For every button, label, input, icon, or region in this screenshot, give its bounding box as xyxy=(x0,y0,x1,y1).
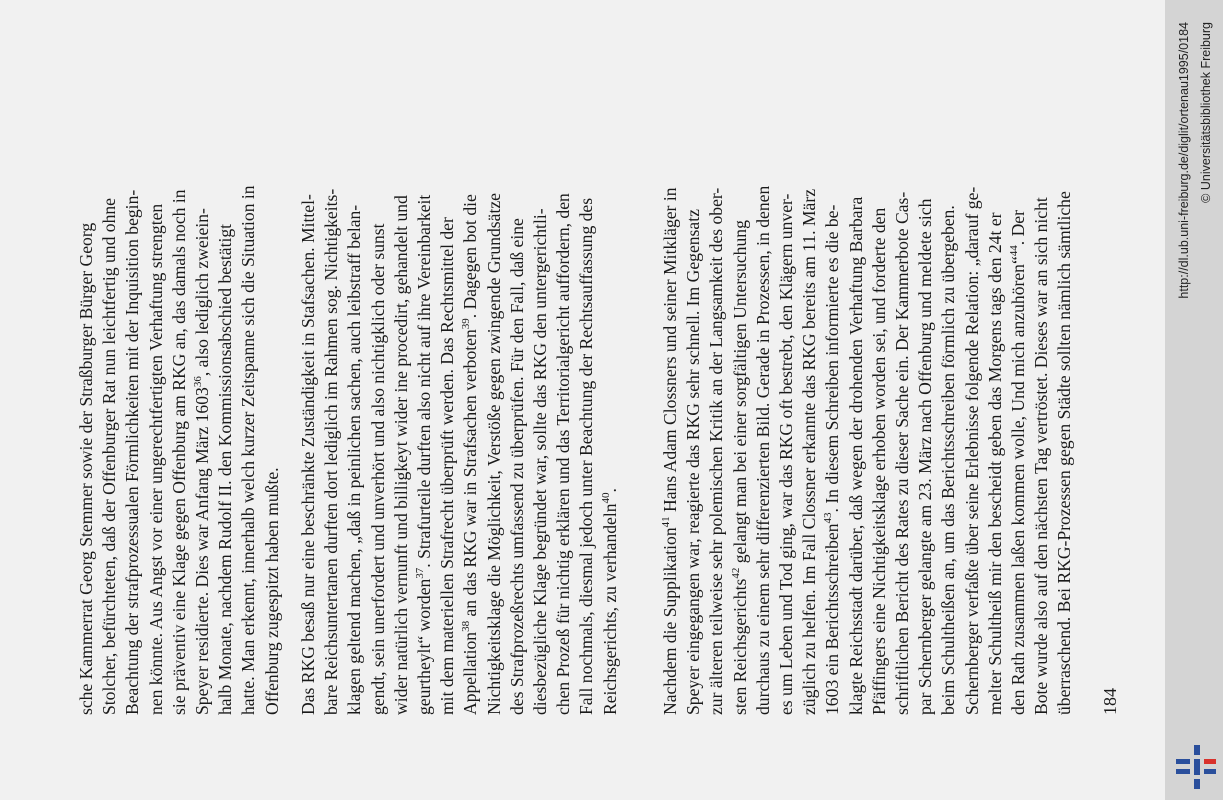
logo-bar-middle xyxy=(1194,759,1200,775)
logo-bar-right xyxy=(1204,759,1216,764)
page-number: 184 xyxy=(1100,688,1120,715)
footnote-marker: 38 xyxy=(460,620,473,632)
text-line: Appellation$^{38}$ an das RKG war in Strafsachen verboten$^{39}$. Dagegen bot die xyxy=(460,194,481,715)
text-line: beim Schultheißen an, um das Berichtsschreiben förmlich zu übergeben. xyxy=(938,205,959,715)
text-line: wider natürlich vernunft und billigkeyt wider ine procedirt, gehandelt und xyxy=(390,195,411,715)
footnote-marker: 41 xyxy=(660,516,673,528)
logo-bar-top xyxy=(1194,745,1200,755)
source-url[interactable]: http://dl.ub.uni-freiburg.de/diglit/ortenau1995/0184 xyxy=(1177,22,1191,299)
text-line: Nachdem die Supplikation$^{41}$ Hans Adam Clossners und seiner Mitkläger in xyxy=(660,187,680,715)
text-line: überraschend. Bei RKG-Prozessen gegen Städte sollten nämlich sämtliche xyxy=(1054,191,1075,715)
text-line: diesbezügliche Klage begründet war, sollte das RKG den untergerichtli- xyxy=(530,208,551,715)
text-line: sten Reichsgerichts$^{42}$ gelangt man bei einer sorgfältigen Untersuchung xyxy=(729,220,750,715)
logo-bar-left xyxy=(1176,759,1190,764)
text-line: Speyer residierte. Dies war Anfang März 1603$^{36}$, also lediglich zweiein- xyxy=(192,208,213,715)
text-line: Nichtigkeitsklage die Möglichkeit, Verstöße gegen zwingende Grundsätze xyxy=(483,193,504,715)
text-line: den Rath zusammen laßen kommen wolle, Und mich anzuhören“$^{44}$. Der xyxy=(1008,210,1029,715)
ub-freiburg-logo-icon[interactable] xyxy=(1176,745,1216,789)
footnote-marker: 40 xyxy=(599,492,612,504)
text-line: klagte Reichsstadt darüber, daß wegen der drohenden Verhaftung Barbara xyxy=(845,196,866,715)
footnote-marker: 43 xyxy=(822,512,835,524)
footnote-marker: 37 xyxy=(414,567,427,579)
text-line: klagen geltend machen, „daß in peinlichen sachen, auch leibstraff belan- xyxy=(344,204,365,715)
paragraph-1 xyxy=(75,75,284,715)
text-line: schriftlichen Bericht des Rates zu dieser Sache ein. Der Kammerbote Cas- xyxy=(892,191,913,715)
text-line: Pfäffingers eine Nichtigkeitsklage erhoben worden sei, und forderte den xyxy=(868,207,889,715)
text-line: Das RKG besaß nur eine beschränkte Zuständigkeit in Stafsachen. Mittel- xyxy=(298,194,318,715)
text-line: geurtheylt“ worden$^{37}$. Strafurteile durften also nicht auf ihre Vereinbarkeit xyxy=(414,194,435,715)
logo-bar-lower-right xyxy=(1204,769,1216,774)
text-line: nen könnte. Aus Angst vor einer ungerechtfertigten Verhaftung strengten xyxy=(145,203,166,715)
footnote-marker: 44 xyxy=(1008,245,1021,257)
text-line: bare Reichsuntertanen durften dort lediglich im Rahmen sog. Nichtigkeits- xyxy=(321,188,342,715)
text-line: zur älteren teilweise sehr polemischen Kritik an der Langsamkeit des ober- xyxy=(706,187,727,715)
text-line: mit dem materiellen Strafrecht überprüft werden. Das Rechtsmittel der xyxy=(437,217,458,715)
paragraph-2 xyxy=(297,75,622,715)
logo-bar-bottom xyxy=(1194,779,1200,789)
text-line: Fall nochmals, diesmal jedoch unter Beachtung der Rechtsauffassung des xyxy=(576,197,597,715)
text-line: Schernberger verfaßte über seine Erlebnisse folgende Relation: „darauf ge- xyxy=(961,186,982,715)
text-line: Stolcher, befürchteten, daß der Offenburger Rat nun leichtfertig und ohne xyxy=(99,198,120,715)
footnote-marker: 42 xyxy=(729,567,742,579)
text-line: sche Kammerrat Georg Stemmer sowie der Straßburger Bürger Georg xyxy=(76,222,96,715)
text-line: züglich zu helfen. Im Fall Clossner erkannte das RKG bereits am 11. März xyxy=(799,188,820,715)
footnote-marker: 36 xyxy=(192,376,205,388)
text-line: sie präventiv eine Klage gegen Offenburg am RKG an, das damals noch in xyxy=(168,189,189,715)
text-line: des Strafprozeßrechts umfassend zu überprüfen. Für den Fall, daß eine xyxy=(506,218,527,715)
text-line: chen Prozeß für nichtig erklären und das Territorialgericht auffordern, den xyxy=(553,193,574,715)
text-line: Beachtung der strafprozessualen Förmlichkeiten mit der Inquisition begin- xyxy=(122,189,143,715)
text-line: Bote wurde also auf den nächsten Tag vertröstet. Dieses war an sich nicht xyxy=(1031,197,1052,715)
text-line: Speyer eingegangen war, reagierte das RKG sehr schnell. Im Gegensatz xyxy=(683,209,704,715)
text-line: gendt, sein unerfordert und unverhört und also nichtigklich oder sunst xyxy=(367,223,388,715)
text-line: halb Monate, nachdem Rudolf II. den Kommissionsabschied bestätigt xyxy=(215,223,236,715)
text-line: Reichsgerichts, zu verhandeln$^{40}$. xyxy=(599,488,620,715)
text-line: hatte. Man erkennt, innerhalb welch kurzer Zeitspanne sich die Situation in xyxy=(238,185,259,715)
footnote-marker: 39 xyxy=(460,318,473,330)
text-line: melter Schultheiß mir den bescheidt geben das Morgens tags den 24t er xyxy=(984,212,1005,715)
copyright-notice: © Universitätsbibliothek Freiburg xyxy=(1199,22,1213,203)
text-line: par Schernberger gelangte am 23. März nach Offenburg und meldete sich xyxy=(915,198,936,715)
text-line: durchaus zu einem sehr differenzierten Bild. Gerade in Prozessen, in denen xyxy=(752,185,773,715)
paragraph-3 xyxy=(659,75,1077,715)
text-line: 1603 ein Berichtsschreiben$^{43}$. In diesem Schreiben informierte es die be- xyxy=(822,204,843,715)
text-line: Offenburg zugespitzt haben mußte. xyxy=(261,467,282,715)
text-line: es um Leben und Tod ging, war das RKG oft bestrebt, den Klägern unver- xyxy=(776,193,797,715)
sidebar-text-rotated xyxy=(1177,0,1223,800)
logo-bar-lower-left xyxy=(1176,769,1190,774)
